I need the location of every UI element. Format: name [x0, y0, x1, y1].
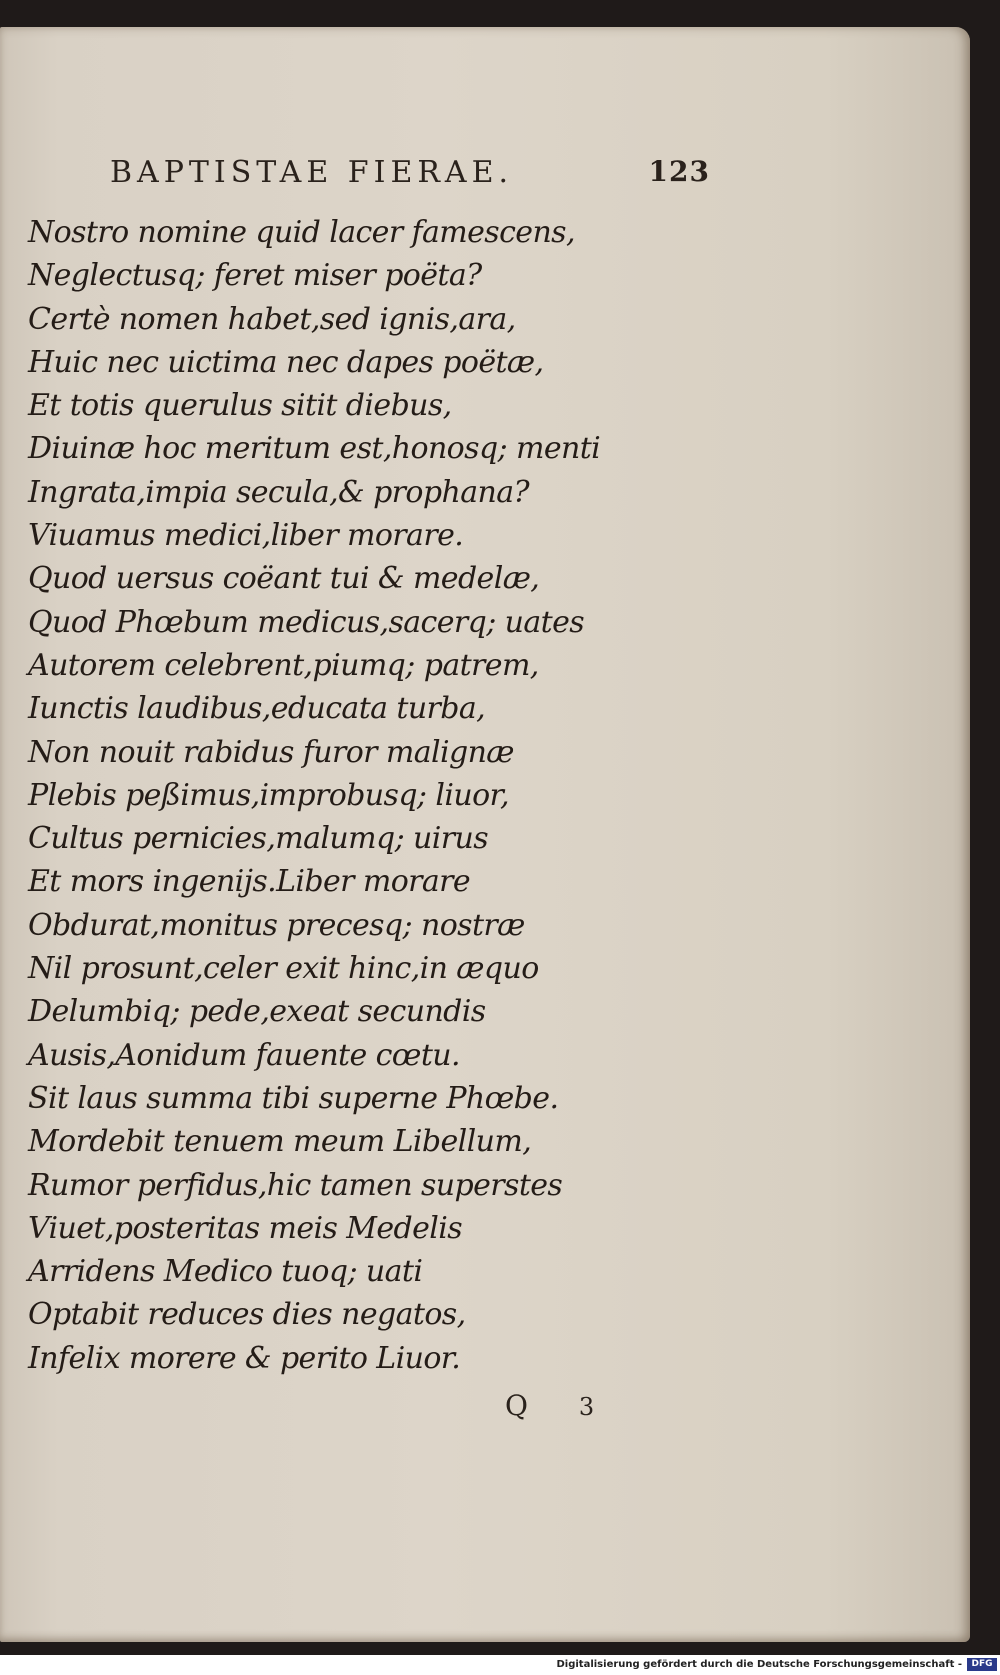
funding-credit: Digitalisierung gefördert durch die Deutsche Forschungsgemeinschaft -: [556, 1659, 962, 1670]
verse-line: Nil prosunt,celer exit hinc,in æquo: [28, 951, 539, 987]
verse-line: Sit laus summa tibi superne Phœbe.: [28, 1080, 559, 1116]
verse-line: Plebis peßimus,improbusq; liuor,: [28, 777, 509, 813]
verse-line: Huic nec uictima nec dapes poëtæ,: [28, 344, 544, 380]
verse-line: Nostro nomine quid lacer famescens,: [28, 215, 575, 250]
signature-number: 3: [578, 1393, 595, 1421]
verse-line: Optabit reduces dies negatos,: [28, 1297, 466, 1333]
verse-line: Et mors ingenijs.Liber morare: [28, 864, 471, 900]
verse-line: Viuamus medici,liber morare.: [28, 518, 464, 554]
poem-text: [28, 211, 648, 1380]
verse-line: Ausis,Aonidum fauente cœtu.: [28, 1037, 460, 1073]
page-number: 123: [648, 155, 710, 188]
verse-line: Ingrata,impia secula,& prophana?: [28, 474, 529, 510]
running-head: BAPTISTAE FIERAE.: [110, 155, 514, 190]
verse-line: Mordebit tenuem meum Libellum,: [28, 1124, 532, 1160]
verse-line: Infelix morere & perito Liuor.: [28, 1340, 461, 1376]
page-header: [110, 155, 710, 195]
verse-line: Iunctis laudibus,educata turba,: [28, 691, 486, 727]
verse-line: Rumor perfidus,hic tamen superstes: [28, 1167, 563, 1203]
verse-line: Viuet,posteritas meis Medelis: [28, 1210, 463, 1246]
verse-line: Quod Phœbum medicus,sacerq; uates: [28, 604, 585, 640]
verse-line: Autorem celebrent,piumq; patrem,: [28, 647, 539, 683]
book-page: [0, 27, 970, 1642]
verse-line: Neglectusq; feret miser poëta?: [28, 258, 482, 294]
dfg-logo: DFG: [967, 1658, 997, 1671]
verse-line: Certè nomen habet,sed ignis,ara,: [28, 301, 516, 337]
signature-letter: Q: [505, 1389, 528, 1422]
verse-line: Delumbiq; pede,exeat secundis: [28, 994, 486, 1030]
verse-line: Cultus pernicies,malumq; uirus: [28, 821, 488, 857]
verse-line: Et totis querulus sitit diebus,: [28, 388, 452, 424]
signature-mark: [505, 1389, 594, 1422]
verse-line: Obdurat,monitus precesq; nostræ: [28, 907, 525, 943]
verse-line: Quod uersus coëant tui & medelæ,: [28, 561, 540, 597]
verse-line: Arridens Medico tuoq; uati: [28, 1254, 423, 1290]
verse-line: Non nouit rabidus furor malignæ: [28, 734, 514, 770]
verse-line: Diuinæ hoc meritum est,honosq; menti: [28, 431, 601, 467]
